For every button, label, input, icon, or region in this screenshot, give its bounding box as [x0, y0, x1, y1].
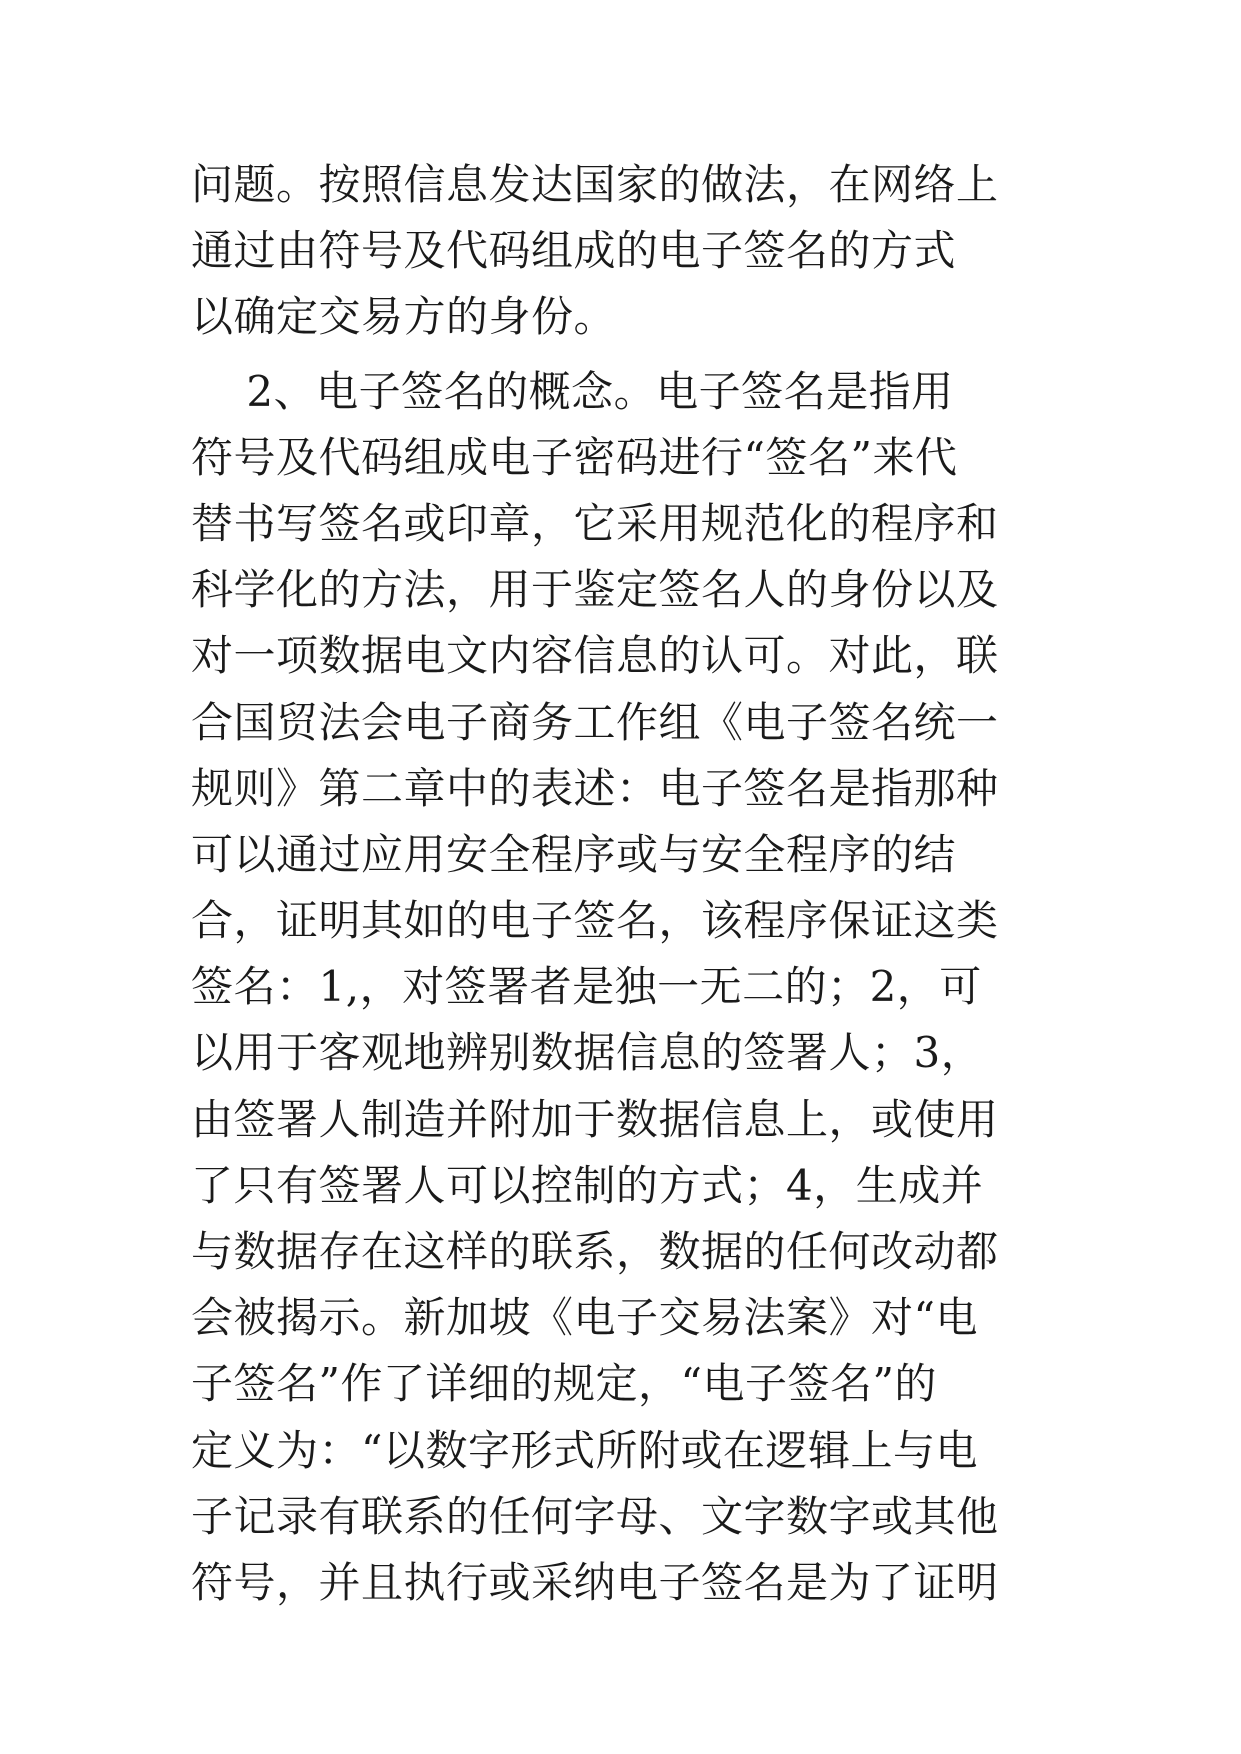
- text-line: 会被揭示。新加坡《电子交易法案》对“电: [191, 1293, 978, 1343]
- text-line: 可以通过应用安全程序或与安全程序的结: [191, 829, 957, 879]
- text-line: 定义为：“以数字形式所附或在逻辑上与电: [191, 1425, 978, 1475]
- text-line: 科学化的方法，用于鉴定签名人的身份以及: [191, 565, 999, 615]
- text-line: 问题。按照信息发达国家的做法，在网络上: [191, 160, 999, 209]
- text-line: 规则》第二章中的表述：电子签名是指那种: [191, 763, 999, 813]
- text-line: 了只有签署人可以控制的方式；4，生成并: [191, 1160, 984, 1210]
- text-line: 与数据存在这样的联系，数据的任何改动都: [191, 1227, 999, 1276]
- text-line: 子签名”作了详细的规定，“电子签名”的: [191, 1359, 937, 1409]
- text-line: 子记录有联系的任何字母、文字数字或其他: [191, 1491, 999, 1541]
- text-line: 替书写签名或印章，它采用规范化的程序和: [191, 498, 999, 548]
- text-line: 合，证明其如的电子签名，该程序保证这类: [191, 896, 999, 946]
- text-line: 通过由符号及代码组成的电子签名的方式: [191, 226, 957, 276]
- paragraph: [191, 152, 1071, 351]
- text-line: 符号及代码组成电子密码进行“签名”来代: [191, 432, 958, 482]
- paragraph-gap: [191, 351, 1071, 359]
- body-text: [191, 152, 1071, 1616]
- text-line: 由签署人制造并附加于数据信息上，或使用: [191, 1094, 999, 1144]
- paragraph: [191, 359, 1071, 1617]
- text-line: 签名：1,，对签署者是独一无二的；2，可: [191, 962, 982, 1012]
- text-line: 对一项数据电文内容信息的认可。对此，联: [191, 631, 999, 681]
- text-line: 合国贸法会电子商务工作组《电子签名统一: [191, 697, 999, 747]
- text-line: 以用于客观地辨别数据信息的签署人；3，: [191, 1028, 984, 1078]
- text-line: 以确定交易方的身份。: [191, 292, 617, 342]
- text-line: 2、电子签名的概念。电子签名是指用: [191, 366, 954, 416]
- text-line: 符号，并且执行或采纳电子签名是为了证明: [191, 1557, 999, 1607]
